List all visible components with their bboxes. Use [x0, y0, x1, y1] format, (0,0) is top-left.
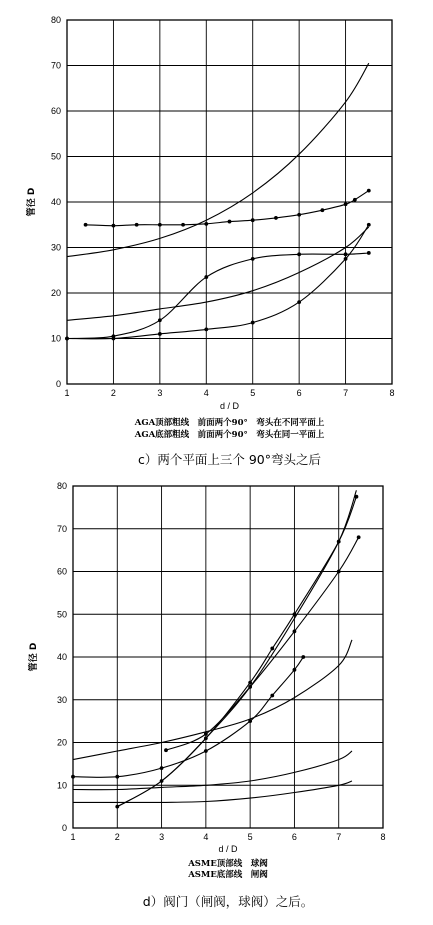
data-point [344, 257, 348, 261]
data-point [112, 224, 116, 228]
data-point [160, 766, 164, 770]
chart-note: ASME顶部线 球阀 [188, 859, 268, 869]
data-point [301, 655, 305, 659]
data-point [204, 222, 208, 226]
x-axis-label: d / D [218, 844, 238, 854]
data-point [204, 275, 208, 279]
series-line [73, 781, 352, 802]
series-line [67, 225, 369, 339]
data-point [270, 647, 274, 651]
data-point [251, 321, 255, 325]
data-point [251, 257, 255, 261]
data-point [115, 775, 119, 779]
x-tick-label: 7 [336, 832, 342, 842]
series-line [86, 191, 369, 226]
y-tick-label: 0 [61, 823, 67, 833]
chart-note: AGA顶部粗线 前面两个90° 弯头在不同平面上 [134, 418, 325, 428]
data-point [344, 252, 348, 256]
data-point [297, 300, 301, 304]
data-point [204, 749, 208, 753]
data-point [158, 332, 162, 336]
data-point [367, 251, 371, 255]
data-point [204, 328, 208, 332]
series-line [67, 253, 369, 339]
data-point [71, 775, 75, 779]
x-tick-label: 6 [291, 832, 297, 842]
series-line [67, 63, 369, 256]
chart-note: ASME底部线 闸阀 [188, 870, 268, 880]
x-tick-label: 5 [250, 388, 256, 398]
y-tick-label: 0 [55, 379, 61, 389]
x-tick-label: 7 [343, 388, 349, 398]
chart-note: AGA底部粗线 前面两个90° 弯头在同一平面上 [134, 430, 325, 440]
data-point [251, 218, 255, 222]
chart-caption: d）阀门（闸阀，球阀）之后。 [142, 894, 314, 909]
y-tick-label: 30 [50, 242, 61, 253]
chart-c [25, 15, 395, 467]
y-tick-label: 40 [56, 652, 67, 662]
data-point [164, 748, 168, 752]
data-point [228, 220, 232, 224]
data-point [135, 223, 139, 227]
y-tick-label: 30 [56, 694, 67, 705]
x-tick-label: 2 [114, 832, 120, 842]
data-point [344, 202, 348, 206]
y-tick-label: 80 [56, 481, 67, 491]
data-point [248, 685, 252, 689]
y-tick-label: 10 [50, 333, 61, 344]
series-line [166, 537, 359, 750]
data-point [112, 337, 116, 341]
data-point [293, 668, 297, 672]
y-tick-label: 20 [56, 737, 67, 748]
series-line [117, 497, 356, 807]
y-tick-label: 70 [56, 523, 67, 534]
x-tick-label: 5 [247, 832, 253, 842]
chart-caption: c）两个平面上三个 90°弯头之后 [137, 452, 322, 467]
chart-d [27, 481, 386, 909]
data-point [353, 198, 357, 202]
data-point [274, 216, 278, 220]
y-tick-label: 60 [50, 106, 61, 116]
data-point [357, 535, 361, 539]
data-point [158, 223, 162, 227]
x-tick-label: 1 [64, 388, 70, 398]
data-point [297, 252, 301, 256]
data-point [248, 681, 252, 685]
y-axis-label: 管径 D [29, 642, 39, 672]
y-axis-label: 管径 D [27, 187, 37, 217]
data-point [337, 570, 341, 574]
data-point [65, 337, 69, 341]
x-axis-label: d / D [219, 401, 240, 411]
data-point [270, 694, 274, 698]
x-tick-label: 8 [389, 388, 395, 398]
x-tick-label: 4 [203, 388, 209, 398]
y-tick-label: 50 [56, 609, 67, 620]
y-tick-label: 50 [50, 151, 61, 162]
x-tick-label: 4 [203, 832, 209, 842]
x-tick-label: 3 [159, 832, 165, 842]
x-tick-label: 3 [157, 388, 163, 398]
x-tick-label: 6 [296, 388, 302, 398]
x-tick-label: 8 [380, 832, 386, 842]
series-line [73, 751, 352, 790]
data-point [158, 318, 162, 322]
data-point [320, 208, 324, 212]
x-tick-label: 2 [110, 388, 116, 398]
data-point [297, 213, 301, 217]
y-tick-label: 80 [50, 15, 61, 25]
y-tick-label: 20 [50, 288, 61, 298]
x-tick-label: 1 [70, 832, 76, 842]
y-tick-label: 40 [50, 197, 61, 207]
data-point [293, 629, 297, 633]
series-line [117, 490, 356, 806]
data-point [367, 223, 371, 227]
series-line [67, 227, 369, 320]
y-tick-label: 70 [50, 60, 61, 71]
y-tick-label: 10 [56, 780, 67, 791]
y-tick-label: 60 [56, 566, 67, 577]
data-point [181, 223, 185, 227]
data-point [367, 189, 371, 193]
data-point [84, 223, 88, 227]
series-line [73, 657, 303, 777]
